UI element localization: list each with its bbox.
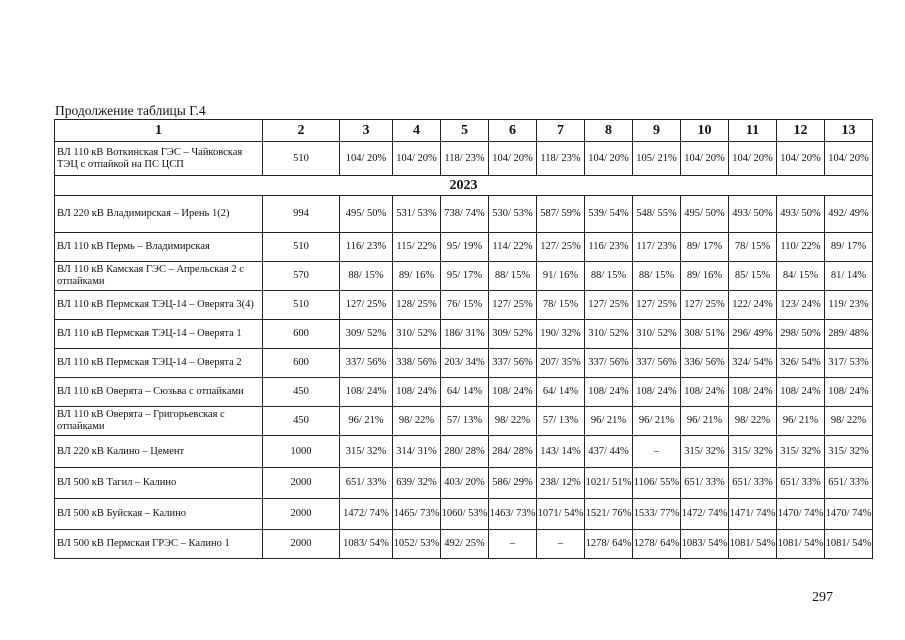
value-cell: 1472/ 74% [681, 499, 729, 530]
value-cell: 104/ 20% [729, 142, 777, 176]
value-cell: 108/ 24% [729, 378, 777, 407]
value-cell: 104/ 20% [825, 142, 873, 176]
value-cell: 315/ 32% [729, 436, 777, 468]
value-cell: 186/ 31% [441, 320, 489, 349]
value-cell: 492/ 25% [441, 530, 489, 559]
line-name-cell: ВЛ 110 кВ Камская ГЭС – Апрельская 2 с отпайками [55, 262, 263, 291]
value-cell: 89/ 16% [393, 262, 441, 291]
value-cell: 115/ 22% [393, 233, 441, 262]
value-cell: 651/ 33% [681, 468, 729, 499]
value-cell: 91/ 16% [537, 262, 585, 291]
value-cell: 127/ 25% [489, 291, 537, 320]
value-cell: 118/ 23% [441, 142, 489, 176]
value-cell: 96/ 21% [681, 407, 729, 436]
value-cell: 1533/ 77% [633, 499, 681, 530]
value-cell: 116/ 23% [585, 233, 633, 262]
value-cell: 123/ 24% [777, 291, 825, 320]
value-cell: 108/ 24% [681, 378, 729, 407]
value-cell: 1471/ 74% [729, 499, 777, 530]
value-cell: 1052/ 53% [393, 530, 441, 559]
value-cell: 96/ 21% [585, 407, 633, 436]
value-cell: 1083/ 54% [681, 530, 729, 559]
table-row [55, 468, 873, 499]
value-cell: 315/ 32% [681, 436, 729, 468]
table-row [55, 196, 873, 233]
value-cell: 738/ 74% [441, 196, 489, 233]
value-cell: 122/ 24% [729, 291, 777, 320]
value-cell: 1470/ 74% [825, 499, 873, 530]
value-cell: 587/ 59% [537, 196, 585, 233]
capacity-cell: 510 [263, 233, 340, 262]
value-cell: 309/ 52% [340, 320, 393, 349]
line-name-cell: ВЛ 500 кВ Пермская ГРЭС – Калино 1 [55, 530, 263, 559]
value-cell: 78/ 15% [729, 233, 777, 262]
table-row [55, 499, 873, 530]
value-cell: 88/ 15% [633, 262, 681, 291]
value-cell: 296/ 49% [729, 320, 777, 349]
capacity-cell: 2000 [263, 468, 340, 499]
value-cell: 284/ 28% [489, 436, 537, 468]
line-name-cell: ВЛ 110 кВ Воткинская ГЭС – Чайковская ТЭЦ с отпайкой на ПС ЦСП [55, 142, 263, 176]
capacity-cell: 2000 [263, 499, 340, 530]
value-cell: 531/ 53% [393, 196, 441, 233]
value-cell: 1081/ 54% [825, 530, 873, 559]
value-cell: 95/ 17% [441, 262, 489, 291]
value-cell: 64/ 14% [441, 378, 489, 407]
value-cell: 338/ 56% [393, 349, 441, 378]
header-cell: 7 [537, 120, 585, 142]
line-name-cell: ВЛ 110 кВ Пермская ТЭЦ-14 – Оверята 3(4) [55, 291, 263, 320]
value-cell: 1278/ 64% [585, 530, 633, 559]
value-cell: 308/ 51% [681, 320, 729, 349]
value-cell: 108/ 24% [340, 378, 393, 407]
value-cell: 492/ 49% [825, 196, 873, 233]
value-cell: 315/ 32% [777, 436, 825, 468]
value-cell: 108/ 24% [489, 378, 537, 407]
value-cell: 310/ 52% [633, 320, 681, 349]
capacity-cell: 1000 [263, 436, 340, 468]
table-row [55, 142, 873, 176]
value-cell: 96/ 21% [633, 407, 681, 436]
value-cell: 89/ 16% [681, 262, 729, 291]
header-cell: 2 [263, 120, 340, 142]
value-cell: 85/ 15% [729, 262, 777, 291]
value-cell: 298/ 50% [777, 320, 825, 349]
value-cell: 104/ 20% [777, 142, 825, 176]
value-cell: 116/ 23% [340, 233, 393, 262]
value-cell: 493/ 50% [777, 196, 825, 233]
value-cell: 495/ 50% [340, 196, 393, 233]
value-cell: 1060/ 53% [441, 499, 489, 530]
value-cell: 98/ 22% [393, 407, 441, 436]
value-cell: 310/ 52% [585, 320, 633, 349]
value-cell: – [633, 436, 681, 468]
value-cell: 1472/ 74% [340, 499, 393, 530]
table-row [55, 378, 873, 407]
value-cell: 1106/ 55% [633, 468, 681, 499]
value-cell: 143/ 14% [537, 436, 585, 468]
header-cell: 4 [393, 120, 441, 142]
value-cell: 1521/ 76% [585, 499, 633, 530]
value-cell: 127/ 25% [585, 291, 633, 320]
header-row [55, 120, 873, 142]
value-cell: 81/ 14% [825, 262, 873, 291]
value-cell: 326/ 54% [777, 349, 825, 378]
table-row [55, 320, 873, 349]
value-cell: 203/ 34% [441, 349, 489, 378]
value-cell: 651/ 33% [729, 468, 777, 499]
line-name-cell: ВЛ 110 кВ Пермская ТЭЦ-14 – Оверята 1 [55, 320, 263, 349]
value-cell: 98/ 22% [825, 407, 873, 436]
value-cell: 539/ 54% [585, 196, 633, 233]
value-cell: 1470/ 74% [777, 499, 825, 530]
header-cell: 9 [633, 120, 681, 142]
value-cell: 127/ 25% [681, 291, 729, 320]
value-cell: 127/ 25% [537, 233, 585, 262]
value-cell: 104/ 20% [681, 142, 729, 176]
capacity-cell: 510 [263, 291, 340, 320]
value-cell: 315/ 32% [340, 436, 393, 468]
value-cell: 108/ 24% [777, 378, 825, 407]
value-cell: 64/ 14% [537, 378, 585, 407]
value-cell: 317/ 53% [825, 349, 873, 378]
value-cell: 1081/ 54% [729, 530, 777, 559]
line-name-cell: ВЛ 220 кВ Калино – Цемент [55, 436, 263, 468]
value-cell: 84/ 15% [777, 262, 825, 291]
value-cell: 651/ 33% [777, 468, 825, 499]
value-cell: – [537, 530, 585, 559]
value-cell: 639/ 32% [393, 468, 441, 499]
table-row [55, 291, 873, 320]
value-cell: 1081/ 54% [777, 530, 825, 559]
line-name-cell: ВЛ 220 кВ Владимирская – Ирень 1(2) [55, 196, 263, 233]
value-cell: 651/ 33% [825, 468, 873, 499]
header-cell: 5 [441, 120, 489, 142]
value-cell: 89/ 17% [825, 233, 873, 262]
value-cell: 1465/ 73% [393, 499, 441, 530]
value-cell: 127/ 25% [633, 291, 681, 320]
value-cell: 117/ 23% [633, 233, 681, 262]
value-cell: 104/ 20% [393, 142, 441, 176]
capacity-cell: 600 [263, 320, 340, 349]
value-cell: 110/ 22% [777, 233, 825, 262]
header-cell: 10 [681, 120, 729, 142]
page-number: 297 [812, 590, 833, 605]
line-name-cell: ВЛ 500 кВ Буйская – Калино [55, 499, 263, 530]
header-cell: 11 [729, 120, 777, 142]
table-row [55, 262, 873, 291]
value-cell: 337/ 56% [340, 349, 393, 378]
value-cell: 1071/ 54% [537, 499, 585, 530]
value-cell: 530/ 53% [489, 196, 537, 233]
line-name-cell: ВЛ 110 кВ Пермь – Владимирская [55, 233, 263, 262]
value-cell: 88/ 15% [340, 262, 393, 291]
value-cell: 315/ 32% [825, 436, 873, 468]
value-cell: 437/ 44% [585, 436, 633, 468]
value-cell: 57/ 13% [441, 407, 489, 436]
data-table [54, 119, 873, 559]
value-cell: 95/ 19% [441, 233, 489, 262]
header-cell: 12 [777, 120, 825, 142]
value-cell: 310/ 52% [393, 320, 441, 349]
value-cell: 98/ 22% [729, 407, 777, 436]
table-row [55, 407, 873, 436]
header-cell: 13 [825, 120, 873, 142]
value-cell: 403/ 20% [441, 468, 489, 499]
capacity-cell: 570 [263, 262, 340, 291]
table-row [55, 233, 873, 262]
value-cell: 1463/ 73% [489, 499, 537, 530]
value-cell: 651/ 33% [340, 468, 393, 499]
value-cell: 108/ 24% [825, 378, 873, 407]
value-cell: 114/ 22% [489, 233, 537, 262]
value-cell: 104/ 20% [489, 142, 537, 176]
value-cell: 119/ 23% [825, 291, 873, 320]
value-cell: 96/ 21% [777, 407, 825, 436]
value-cell: 118/ 23% [537, 142, 585, 176]
capacity-cell: 994 [263, 196, 340, 233]
line-name-cell: ВЛ 110 кВ Оверята – Григорьевская с отпайками [55, 407, 263, 436]
line-name-cell: ВЛ 110 кВ Оверята – Сюзьва с отпайками [55, 378, 263, 407]
value-cell: 548/ 55% [633, 196, 681, 233]
table-row [55, 530, 873, 559]
capacity-cell: 510 [263, 142, 340, 176]
value-cell: 337/ 56% [489, 349, 537, 378]
value-cell: 78/ 15% [537, 291, 585, 320]
value-cell: 314/ 31% [393, 436, 441, 468]
value-cell: 127/ 25% [340, 291, 393, 320]
value-cell: 190/ 32% [537, 320, 585, 349]
line-name-cell: ВЛ 110 кВ Пермская ТЭЦ-14 – Оверята 2 [55, 349, 263, 378]
value-cell: 76/ 15% [441, 291, 489, 320]
value-cell: 88/ 15% [489, 262, 537, 291]
value-cell: 98/ 22% [489, 407, 537, 436]
capacity-cell: 450 [263, 378, 340, 407]
year-row [55, 176, 873, 196]
header-cell: 6 [489, 120, 537, 142]
value-cell: 1278/ 64% [633, 530, 681, 559]
table-row [55, 349, 873, 378]
capacity-cell: 2000 [263, 530, 340, 559]
value-cell: 89/ 17% [681, 233, 729, 262]
value-cell: 57/ 13% [537, 407, 585, 436]
value-cell: 88/ 15% [585, 262, 633, 291]
value-cell: 238/ 12% [537, 468, 585, 499]
table-row [55, 436, 873, 468]
value-cell: 105/ 21% [633, 142, 681, 176]
value-cell: 586/ 29% [489, 468, 537, 499]
value-cell: 104/ 20% [340, 142, 393, 176]
header-cell: 8 [585, 120, 633, 142]
value-cell: 96/ 21% [340, 407, 393, 436]
value-cell: 108/ 24% [585, 378, 633, 407]
value-cell: 104/ 20% [585, 142, 633, 176]
header-cell: 1 [55, 120, 263, 142]
value-cell: 108/ 24% [633, 378, 681, 407]
value-cell: 309/ 52% [489, 320, 537, 349]
header-cell: 3 [340, 120, 393, 142]
value-cell: 289/ 48% [825, 320, 873, 349]
table-body [55, 120, 873, 559]
value-cell: 337/ 56% [585, 349, 633, 378]
value-cell: 324/ 54% [729, 349, 777, 378]
value-cell: 108/ 24% [393, 378, 441, 407]
year-cell: 2023 [55, 176, 873, 196]
line-name-cell: ВЛ 500 кВ Тагил – Калино [55, 468, 263, 499]
value-cell: 336/ 56% [681, 349, 729, 378]
value-cell: 1021/ 51% [585, 468, 633, 499]
value-cell: 207/ 35% [537, 349, 585, 378]
value-cell: 1083/ 54% [340, 530, 393, 559]
value-cell: – [489, 530, 537, 559]
value-cell: 337/ 56% [633, 349, 681, 378]
value-cell: 495/ 50% [681, 196, 729, 233]
capacity-cell: 450 [263, 407, 340, 436]
value-cell: 280/ 28% [441, 436, 489, 468]
value-cell: 493/ 50% [729, 196, 777, 233]
table-caption: Продолжение таблицы Г.4 [55, 103, 206, 118]
capacity-cell: 600 [263, 349, 340, 378]
value-cell: 128/ 25% [393, 291, 441, 320]
